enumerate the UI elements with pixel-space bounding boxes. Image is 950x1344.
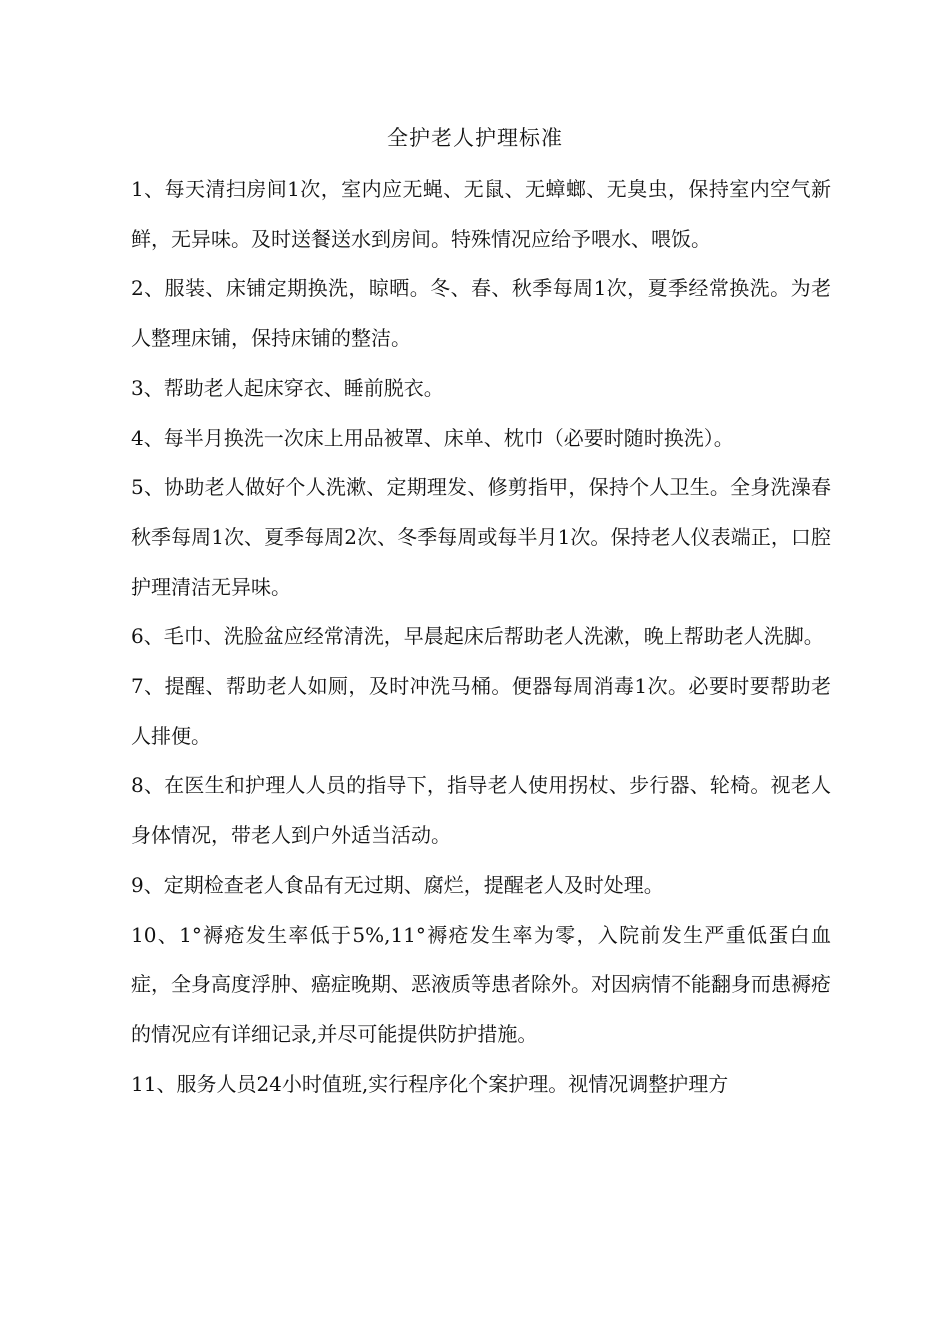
list-item-2: 2、服装、床铺定期换洗，晾晒。冬、春、秋季每周1次，夏季经常换洗。为老人整理床铺，保持床铺的整洁。 — [131, 276, 831, 351]
document-title: 全护老人护理标准 — [387, 126, 563, 150]
list-item-6: 6、毛巾、洗脸盆应经常清洗，早晨起床后帮助老人洗漱，晚上帮助老人洗脚。 — [131, 624, 824, 649]
list-item-5: 5、协助老人做好个人洗漱、定期理发、修剪指甲，保持个人卫生。全身洗澡春秋季每周1次、夏季每周2次、冬季每周或每半月1次。保持老人仪表端正，口腔护理清洁无异味。 — [131, 475, 831, 599]
list-item-3: 3、帮助老人起床穿衣、睡前脱衣。 — [131, 375, 444, 400]
list-item-11: 11、服务人员24小时值班,实行程序化个案护理。视情况调整护理方 — [131, 1071, 729, 1096]
document-body — [131, 165, 831, 1109]
list-item-1: 1、每天清扫房间1次，室内应无蝇、无鼠、无蟑螂、无臭虫，保持室内空气新鲜，无异味。及时送餐送水到房间。特殊情况应给予喂水、喂饭。 — [131, 177, 831, 251]
list-item-4: 4、每半月换洗一次床上用品被罩、床单、枕巾（必要时随时换洗）。 — [131, 425, 734, 450]
list-item-8: 8、在医生和护理人人员的指导下，指导老人使用拐杖、步行器、轮椅。视老人身体情况，带老人到户外适当活动。 — [131, 773, 831, 848]
list-item-7: 7、提醒、帮助老人如厕，及时冲洗马桶。便器每周消毒1次。必要时要帮助老人排便。 — [131, 674, 831, 748]
list-item-9: 9、定期检查老人食品有无过期、腐烂，提醒老人及时处理。 — [131, 872, 664, 897]
list-item-10: 10、1°褥疮发生率低于5%,11°褥疮发生率为零，入院前发生严重低蛋白血症，全身高度浮肿、癌症晚期、恶液质等患者除外。对因病情不能翻身而患褥疮的情况应有详细记录,并尽可能提供防护措施。 — [131, 922, 831, 1046]
